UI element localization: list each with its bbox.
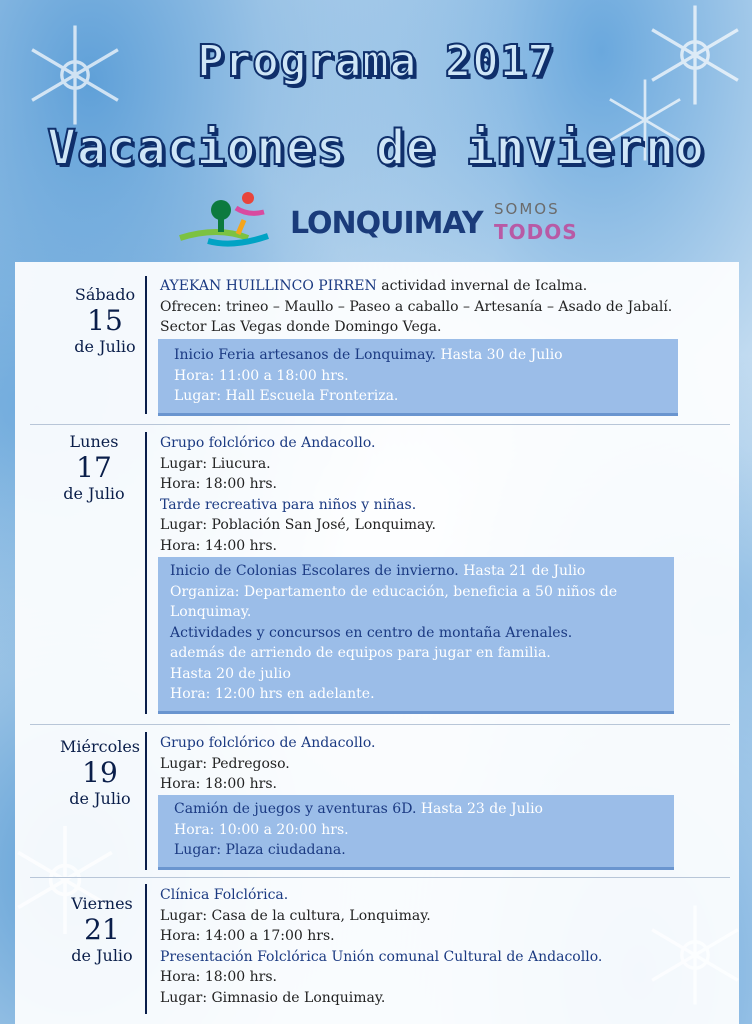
- event-line: Hora: 18:00 hrs.: [160, 776, 277, 792]
- section-separator: [30, 424, 730, 425]
- event-line: Lugar: Pedregoso.: [160, 755, 290, 772]
- event-title: Presentación Folclórica Unión comunal Cultural de Andacollo.: [160, 948, 603, 965]
- highlight-box: [158, 795, 674, 870]
- event-line: Hora: 18:00 hrs.: [160, 969, 277, 985]
- day-name: Lunes: [69, 432, 119, 451]
- day-monday: [34, 433, 154, 503]
- event-line: Lonquimay.: [170, 604, 252, 620]
- section-separator: [30, 724, 730, 725]
- event-line: Hora: 11:00 a 18:00 hrs.: [174, 367, 349, 384]
- day-month: de Julio: [74, 337, 136, 356]
- event-line: Organiza: Departamento de educación, beneficia a 50 niños de: [170, 583, 618, 600]
- day-number: 15: [87, 304, 123, 337]
- event-line: Hora: 14:00 hrs.: [160, 537, 277, 554]
- event-line: Lugar: Casa de la cultura, Lonquimay.: [160, 907, 431, 924]
- event-line: Lugar: Plaza ciudadana.: [174, 842, 346, 858]
- monday-events: [160, 433, 436, 556]
- saturday-events: [160, 276, 672, 338]
- event-until: Hasta 21 de Julio: [458, 563, 586, 579]
- lonquimay-logo: [178, 186, 588, 256]
- event-line: Lugar: Población San José, Lonquimay.: [160, 517, 436, 533]
- event-line: Lugar: Hall Escuela Fronteriza.: [174, 388, 399, 404]
- event-desc: actividad invernal de Icalma.: [376, 278, 588, 294]
- event-title: Inicio Feria artesanos de Lonquimay.: [174, 347, 437, 363]
- logo-tag-somos: SOMOS: [494, 200, 560, 218]
- event-line: Hasta 20 de julio: [170, 665, 291, 682]
- day-number: 21: [84, 913, 120, 946]
- event-line: Hora: 14:00 a 17:00 hrs.: [160, 928, 335, 944]
- day-name: Miércoles: [59, 737, 140, 756]
- event-title: Tarde recreativa para niños y niñas.: [160, 496, 417, 513]
- highlight-box: [158, 557, 674, 714]
- day-number: 17: [76, 451, 112, 484]
- day-number: 19: [82, 756, 118, 789]
- event-line: Actividades y concursos en centro de montaña Arenales.: [170, 624, 573, 641]
- day-month: de Julio: [69, 789, 131, 808]
- event-until: Hasta 30 de Julio: [436, 347, 563, 363]
- event-line: Hora: 10:00 a 20:00 hrs.: [174, 821, 349, 838]
- event-title: AYEKAN HUILLINCO PIRREN: [160, 278, 377, 294]
- event-title: Grupo folclórico de Andacollo.: [160, 735, 376, 751]
- wednesday-events: [160, 733, 375, 795]
- day-saturday: [45, 286, 165, 356]
- title-line-1: Programa 2017: [197, 36, 555, 87]
- event-line: además de arriendo de equipos para jugar en familia.: [170, 645, 551, 661]
- day-name: Viernes: [71, 894, 133, 913]
- day-divider: [145, 884, 147, 1014]
- highlight-box: [158, 339, 678, 416]
- title-line-2: Vacaciones de invierno: [47, 120, 705, 176]
- section-separator: [30, 877, 730, 878]
- friday-events: [160, 885, 602, 1008]
- event-line: Sector Las Vegas donde Domingo Vega.: [160, 319, 442, 335]
- day-name: Sábado: [74, 285, 136, 304]
- event-until: Hasta 23 de Julio: [416, 801, 543, 817]
- day-month: de Julio: [63, 484, 125, 503]
- event-title: Camión de juegos y aventuras 6D.: [174, 801, 417, 817]
- day-divider: [145, 432, 147, 714]
- logo-emblem-icon: [178, 186, 288, 256]
- event-title: Inicio de Colonias Escolares de invierno.: [170, 563, 459, 579]
- logo-name: LONQUIMAY: [290, 206, 483, 241]
- day-month: de Julio: [71, 946, 133, 965]
- day-friday: [42, 895, 162, 965]
- day-divider: [145, 732, 147, 870]
- event-title: Clínica Folclórica.: [160, 887, 289, 903]
- event-line: Hora: 18:00 hrs.: [160, 476, 277, 492]
- event-line: Lugar: Gimnasio de Lonquimay.: [160, 989, 386, 1006]
- event-title: Grupo folclórico de Andacollo.: [160, 435, 376, 451]
- day-divider: [145, 276, 147, 414]
- day-wednesday: [40, 738, 160, 808]
- logo-tag-todos: TODOS: [494, 220, 578, 244]
- event-line: Ofrecen: trineo – Maullo – Paseo a caballo – Artesanía – Asado de Jabalí.: [160, 298, 673, 315]
- event-line: Lugar: Liucura.: [160, 455, 271, 472]
- event-line: Hora: 12:00 hrs en adelante.: [170, 686, 375, 702]
